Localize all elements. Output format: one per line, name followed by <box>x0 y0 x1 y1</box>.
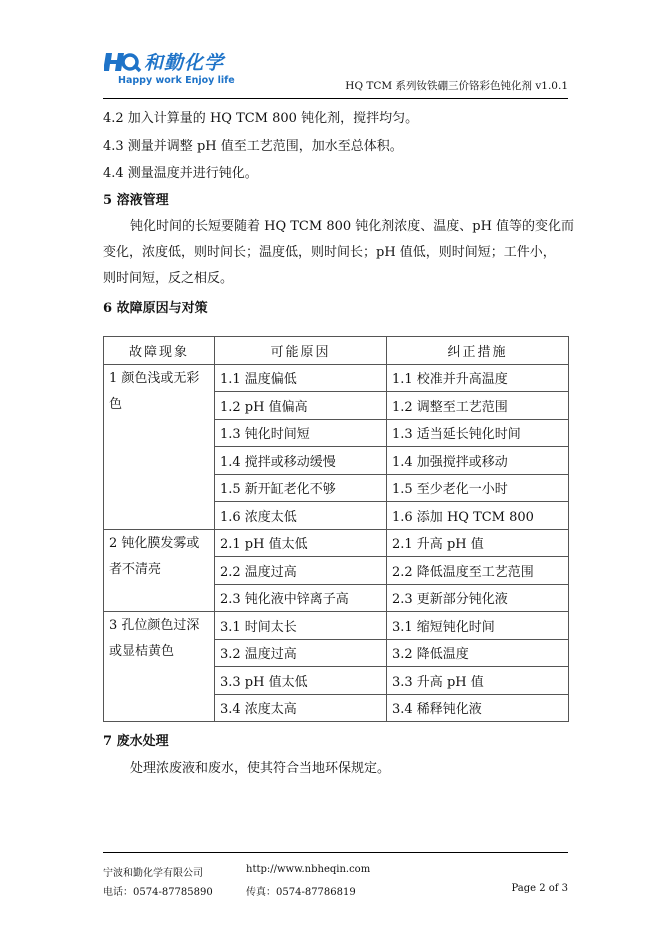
cause-cell: 3.2 温度过高 <box>215 639 387 667</box>
symptom-cell: 3 孔位颜色过深或显桔黄色 <box>104 612 215 722</box>
remedy-cell: 2.1 升高 pH 值 <box>387 529 569 557</box>
cause-cell: 1.2 pH 值偏高 <box>215 392 387 420</box>
cause-cell: 3.3 pH 值太低 <box>215 667 387 695</box>
cause-cell: 3.4 浓度太高 <box>215 694 387 722</box>
cause-cell: 3.1 时间太长 <box>215 612 387 640</box>
symptom-cell: 2 钝化膜发雾或者不清亮 <box>104 529 215 612</box>
cause-cell: 2.3 钝化液中锌离子高 <box>215 584 387 612</box>
cause-cell: 2.1 pH 值太低 <box>215 529 387 557</box>
section-5-paragraph-line: 则时间短，反之相反。 <box>103 271 234 286</box>
remedy-cell: 1.4 加强搅拌或移动 <box>387 447 569 475</box>
footer-company: 宁波和勤化学有限公司 <box>103 868 203 879</box>
logo-slogan: Happy work Enjoy life <box>118 75 235 86</box>
company-logo <box>104 50 254 90</box>
step-4-3: 4.3 测量并调整 pH 值至工艺范围，加水至总体积。 <box>103 139 403 154</box>
hqe-logo-mark-icon <box>104 50 142 74</box>
cause-cell: 1.1 温度偏低 <box>215 364 387 392</box>
symptom-cell: 1 颜色浅或无彩色 <box>104 364 215 529</box>
header-divider <box>103 98 568 99</box>
header-cause: 可能原因 <box>215 337 387 365</box>
section-7-paragraph: 处理浓废液和废水，使其符合当地环保规定。 <box>130 761 391 776</box>
remedy-cell: 1.6 添加 HQ TCM 800 <box>387 502 569 530</box>
cause-cell: 1.4 搅拌或移动缓慢 <box>215 447 387 475</box>
remedy-cell: 3.4 稀释钝化液 <box>387 694 569 722</box>
section-5-paragraph-line: 钝化时间的长短要随着 HQ TCM 800 钝化剂浓度、温度、pH 值等的变化而 <box>130 219 575 234</box>
step-4-2: 4.2 加入计算量的 HQ TCM 800 钝化剂，搅拌均匀。 <box>103 111 419 126</box>
section-5-heading: 5 溶液管理 <box>103 193 169 208</box>
footer-website-link[interactable]: http://www.nbheqin.com <box>246 864 371 875</box>
remedy-cell: 2.3 更新部分钝化液 <box>387 584 569 612</box>
fault-table <box>103 336 569 722</box>
cause-cell: 1.6 浓度太低 <box>215 502 387 530</box>
section-6-heading: 6 故障原因与对策 <box>103 301 208 316</box>
cause-cell: 1.3 钝化时间短 <box>215 419 387 447</box>
document-title: HQ TCM 系列钕铁硼三价铬彩色钝化剂 v1.0.1 <box>345 80 568 92</box>
logo-chinese-name: 和勤化学 <box>144 52 225 74</box>
footer-phone: 电话：0574-87785890 <box>103 887 213 898</box>
footer-fax: 传真：0574-87786819 <box>246 887 356 898</box>
remedy-cell: 1.2 调整至工艺范围 <box>387 392 569 420</box>
table-row <box>104 364 569 392</box>
remedy-cell: 1.1 校准并升高温度 <box>387 364 569 392</box>
header-remedy: 纠正措施 <box>387 337 569 365</box>
table-row <box>104 529 569 557</box>
remedy-cell: 1.3 适当延长钝化时间 <box>387 419 569 447</box>
section-5-paragraph-line: 变化，浓度低，则时间长；温度低，则时间长；pH 值低，则时间短；工件小， <box>103 245 556 260</box>
remedy-cell: 2.2 降低温度至工艺范围 <box>387 557 569 585</box>
remedy-cell: 1.5 至少老化一小时 <box>387 474 569 502</box>
cause-cell: 2.2 温度过高 <box>215 557 387 585</box>
remedy-cell: 3.2 降低温度 <box>387 639 569 667</box>
cause-cell: 1.5 新开缸老化不够 <box>215 474 387 502</box>
section-7-heading: 7 废水处理 <box>103 734 169 749</box>
footer-page-number: Page 2 of 3 <box>511 883 568 894</box>
table-header-row <box>104 337 569 365</box>
remedy-cell: 3.1 缩短钝化时间 <box>387 612 569 640</box>
header-symptom: 故障现象 <box>104 337 215 365</box>
footer-divider <box>103 852 568 853</box>
remedy-cell: 3.3 升高 pH 值 <box>387 667 569 695</box>
table-row <box>104 612 569 640</box>
step-4-4: 4.4 测量温度并进行钝化。 <box>103 166 258 181</box>
